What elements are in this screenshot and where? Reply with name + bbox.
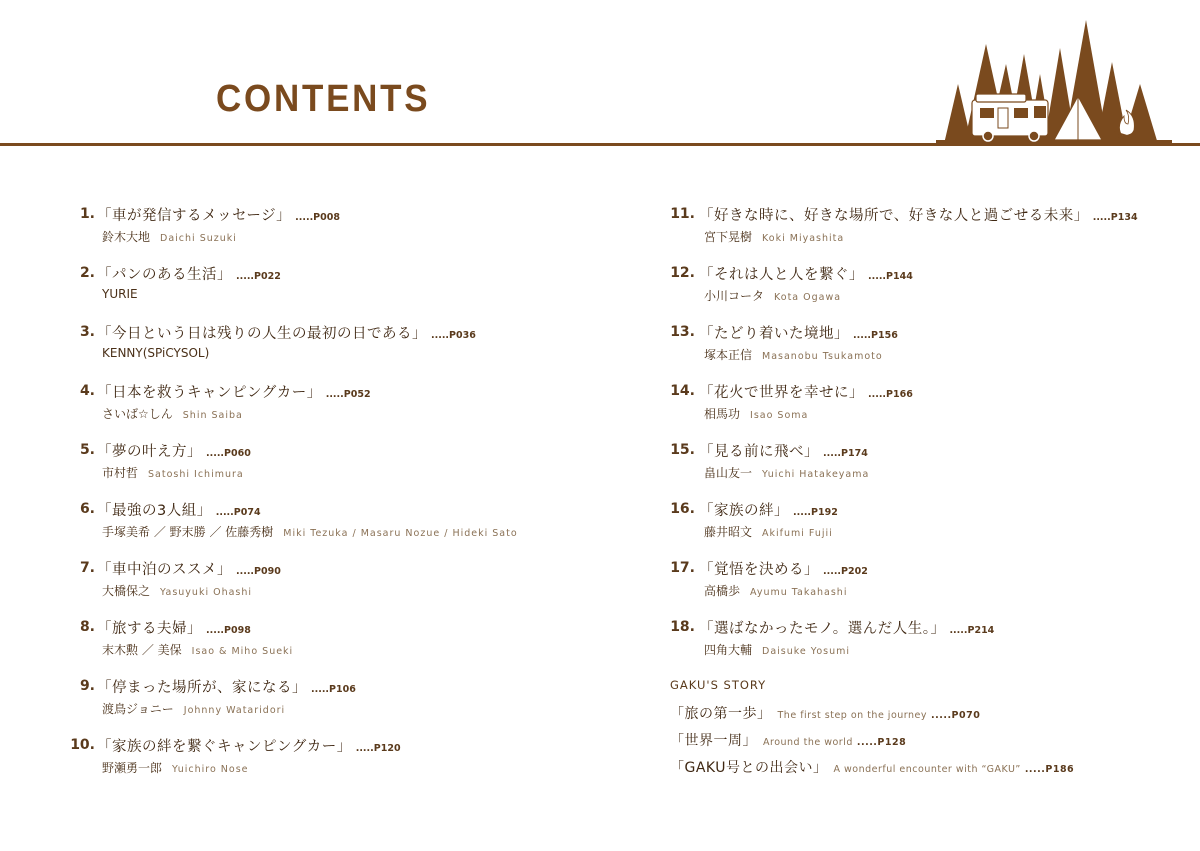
story-page: .....P186 [1024, 764, 1075, 775]
entry-number: 2. [79, 265, 95, 281]
forest-camper-tent-campfire-illustration [936, 14, 1172, 146]
entry-author-line [102, 523, 518, 540]
entry-author: 畠山友一 [704, 466, 753, 480]
entry-number: 11. [670, 206, 695, 222]
story-title: 「旅の第一歩」 [670, 706, 772, 722]
entry-title: 「旅する夫婦」 [97, 621, 202, 637]
entry-title: 「それは人と人を繋ぐ」 [699, 267, 864, 283]
entry-title-line [699, 558, 868, 579]
entry-author-romaji: Isao & Miho Sueki [191, 646, 294, 657]
entry-author-romaji: Shin Saiba [182, 410, 243, 421]
entry-title: 「車が発信するメッセージ」 [97, 208, 292, 224]
entry-page: .....P214 [949, 625, 995, 636]
entry-title-line [97, 381, 371, 402]
entry-author: 大橋保之 [102, 584, 151, 598]
entry-page: .....P060 [206, 448, 251, 459]
entry-author: 末木勲 ／ 美保 [102, 643, 182, 657]
entry-author-line [704, 346, 883, 363]
entry-author: YURIE [102, 287, 138, 301]
entry-title: 「日本を救うキャンピングカー」 [97, 385, 322, 401]
entry-author-line [102, 405, 243, 422]
entry-title: 「パンのある生活」 [97, 267, 232, 283]
story-item [670, 730, 1074, 757]
entry-title-line [699, 617, 994, 638]
entry-page: .....P156 [853, 330, 898, 341]
entry-page: .....P008 [295, 212, 340, 223]
entry-author-romaji: Johnny Wataridori [183, 705, 286, 716]
entry-author-line [704, 228, 844, 245]
entry-page: .....P098 [206, 625, 251, 636]
entry-author-line [704, 464, 869, 481]
entry-author-line [102, 759, 249, 776]
entry-number: 6. [79, 501, 95, 517]
entry-page: .....P090 [236, 566, 281, 577]
entry-author: KENNY(SPiCYSOL) [102, 346, 210, 360]
entry-title: 「選ばなかったモノ。選んだ人生。」 [699, 621, 946, 637]
entry-author-line [704, 405, 808, 422]
entry-author-romaji: Isao Soma [750, 410, 809, 421]
entry-page: .....P120 [355, 743, 401, 754]
entry-title: 「好きな時に、好きな場所で、好きな人と過ごせる未来」 [699, 208, 1089, 224]
entry-number: 10. [70, 737, 95, 753]
gakus-story-section [670, 678, 1074, 784]
entry-title-line [97, 735, 401, 756]
entry-title-line [699, 440, 868, 461]
entry-title-line [97, 322, 476, 343]
entry-number: 3. [79, 324, 95, 340]
entry-author-romaji: Koki Miyashita [762, 233, 845, 244]
entry-author-romaji: Yasuyuki Ohashi [160, 587, 253, 598]
entry-page: .....P192 [793, 507, 838, 518]
entry-number: 8. [79, 619, 95, 635]
story-title: 「世界一周」 [670, 733, 757, 749]
entry-author-line [102, 228, 237, 245]
entry-title: 「たどり着いた境地」 [699, 326, 849, 342]
entry-title-line [97, 440, 251, 461]
entry-title-line [699, 322, 898, 343]
entry-title: 「覚悟を決める」 [699, 562, 819, 578]
entry-author-line [704, 582, 847, 599]
entry-title: 「家族の絆を繋ぐキャンピングカー」 [97, 739, 352, 755]
entry-title-line [97, 263, 281, 284]
entry-title-line [97, 558, 281, 579]
entry-title-line [97, 204, 340, 225]
entry-title: 「停まった場所が、家になる」 [97, 680, 307, 696]
entry-number: 1. [79, 206, 95, 222]
entry-author-line [704, 287, 841, 304]
entry-number: 15. [670, 442, 695, 458]
entry-author-romaji: Yuichi Hatakeyama [762, 469, 870, 480]
entry-number: 14. [670, 383, 695, 399]
entry-title: 「見る前に飛べ」 [699, 444, 819, 460]
entry-page: .....P144 [868, 271, 913, 282]
entry-author-romaji: Yuichiro Nose [172, 764, 249, 775]
entry-author: 小川コータ [704, 289, 765, 303]
entry-author-romaji: Akifumi Fujii [762, 528, 833, 539]
entry-page: .....P074 [215, 507, 261, 518]
story-subtitle: A wonderful encounter with “GAKU” [833, 764, 1021, 775]
entry-page: .....P052 [325, 389, 371, 400]
page-title: CONTENTS [216, 78, 431, 120]
entry-author-line [102, 287, 148, 301]
entry-title-line [699, 381, 913, 402]
entry-author-romaji: Daichi Suzuki [160, 233, 237, 244]
entry-author-romaji: Daisuke Yosumi [762, 646, 851, 657]
entry-author-romaji: Kota Ogawa [774, 292, 842, 303]
entry-author: 渡鳥ジョニー [102, 702, 174, 716]
story-subtitle: Around the world [763, 737, 853, 748]
entry-page: .....P174 [823, 448, 868, 459]
entry-author: 高橋歩 [704, 584, 741, 598]
entry-number: 5. [79, 442, 95, 458]
entry-author: 藤井昭文 [704, 525, 753, 539]
entry-number: 9. [79, 678, 95, 694]
entry-author: 塚本正信 [704, 348, 753, 362]
entry-title-line [97, 499, 261, 520]
story-page: .....P070 [931, 710, 981, 721]
story-page: .....P128 [856, 737, 907, 748]
entry-author-line [102, 700, 285, 717]
entry-author-romaji: Satoshi Ichimura [148, 469, 244, 480]
entry-number: 4. [79, 383, 95, 399]
entry-title-line [97, 617, 251, 638]
story-subtitle: The first step on the journey [777, 710, 928, 721]
entry-number: 7. [79, 560, 95, 576]
entry-number: 13. [670, 324, 695, 340]
entry-title-line [699, 499, 838, 520]
entry-author: 四角大輔 [704, 643, 753, 657]
entry-page: .....P036 [431, 330, 476, 341]
entry-title: 「最強の3人組」 [97, 503, 212, 519]
entry-number: 16. [670, 501, 695, 517]
entry-page: .....P202 [823, 566, 868, 577]
entry-author: 手塚美希 ／ 野末勝 ／ 佐藤秀樹 [102, 525, 274, 539]
entry-author: 鈴木大地 [102, 230, 151, 244]
entry-author-line [102, 464, 244, 481]
header-rule [0, 143, 1200, 146]
entry-author-romaji: Masanobu Tsukamoto [762, 351, 883, 362]
entry-title: 「車中泊のススメ」 [97, 562, 232, 578]
entry-number: 17. [670, 560, 695, 576]
entry-title-line [699, 263, 913, 284]
entry-author: 宮下晃樹 [704, 230, 753, 244]
entry-author-line [102, 641, 293, 658]
entry-title-line [97, 676, 356, 697]
entry-author-line [102, 582, 252, 599]
entry-author: さいば☆しん [102, 407, 173, 421]
story-heading: GAKU'S STORY [670, 678, 767, 692]
story-item [670, 703, 1074, 730]
entry-author-line [704, 641, 850, 658]
entry-author: 市村哲 [102, 466, 139, 480]
entry-number: 12. [670, 265, 695, 281]
entry-title-line [699, 204, 1138, 225]
entry-title: 「花火で世界を幸せに」 [699, 385, 864, 401]
entry-page: .....P106 [311, 684, 356, 695]
entry-author: 野瀬勇一郎 [102, 761, 163, 775]
entry-title: 「夢の叶え方」 [97, 444, 202, 460]
entry-author-line [102, 346, 219, 360]
story-item [670, 757, 1074, 784]
entry-title: 「家族の絆」 [699, 503, 789, 519]
entry-page: .....P134 [1092, 212, 1138, 223]
entry-author: 相馬功 [704, 407, 741, 421]
entry-title: 「今日という日は残りの人生の最初の日である」 [97, 326, 427, 342]
entry-author-romaji: Ayumu Takahashi [750, 587, 848, 598]
entry-page: .....P022 [236, 271, 281, 282]
entry-page: .....P166 [868, 389, 913, 400]
entry-author-romaji: Miki Tezuka / Masaru Nozue / Hideki Sato [283, 528, 518, 539]
entry-number: 18. [670, 619, 695, 635]
story-title: 「GAKU号との出会い」 [670, 760, 828, 776]
entry-author-line [704, 523, 833, 540]
